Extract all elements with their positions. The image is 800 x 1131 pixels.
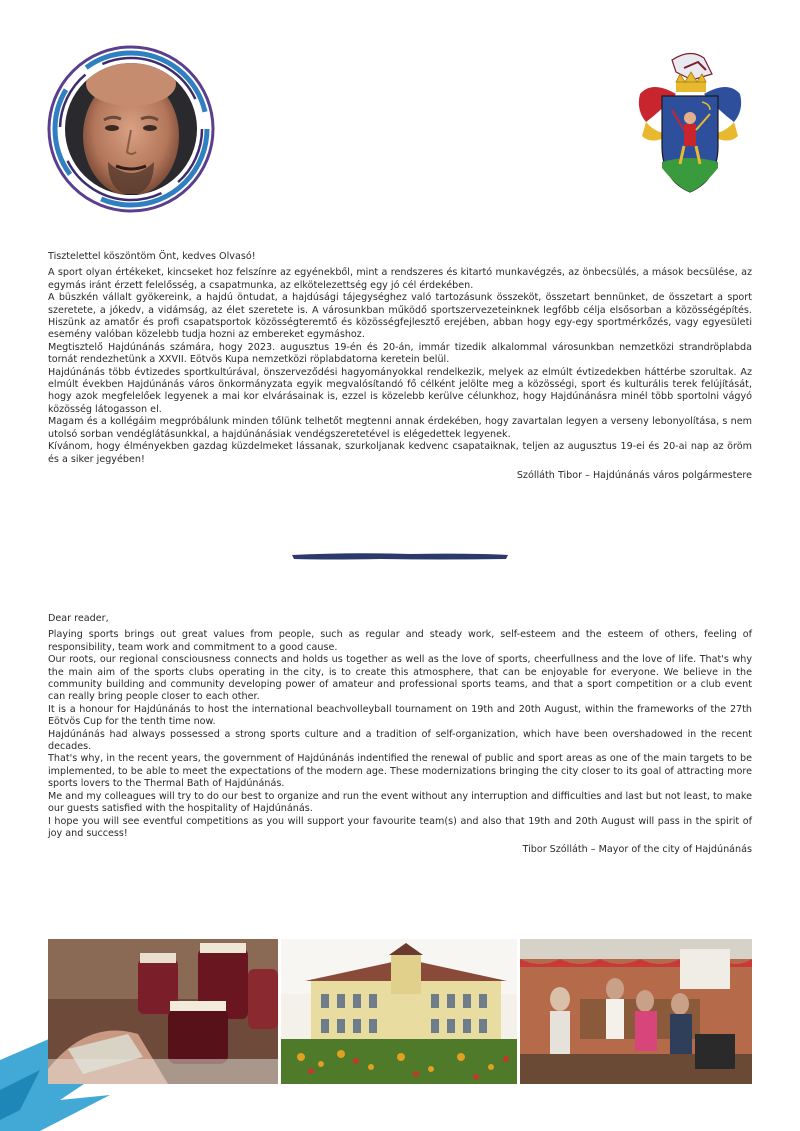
market-stall-photo [520,939,752,1084]
market-stall-image [520,939,752,1084]
hungarian-paragraph: Magam és a kollégáim megpróbálunk minden tőlünk telhetőt megtenni annak érdekében, hogy zavartalan legyen a verseny lebonyolítása, s nem utolsó sorban vendéglátásunkkal, a hajdúnánásiak vendégszeretetével is elégedettek legyenek. [48,416,752,440]
english-paragraph: Hajdúnánás had always possessed a strong sports culture and a tradition of self-organization, which have been overshadowed in the recent decades. [48,728,752,753]
hungarian-paragraph: Kívánom, hogy élményekben gazdag küzdelmeket lássanak, szurkoljanak kedvenc csapataiknak, teljen az augusztus 19-ei és 20-ai nap az öröm és a siker jegyében! [48,441,752,465]
english-paragraph: Me and my colleagues will try to do our best to organize and run the event without any interruption and difficulties and last but not least, to make our guests satisfied with the hospitality of Hajdúnánás. [48,790,752,815]
coat-of-arms [632,50,748,200]
mayor-portrait [46,44,216,214]
english-paragraph: Our roots, our regional consciousness connects and holds us together as well as the love of sports, cheerfullness and the love of life. That's why the main aim of the sports clubs operating in the city, is to create this atmosphere, that can be enjoyable for everyone. We believe in the community building and community developing power of amateur and professional sports teams, and that a sport competition or a club event can really bring people closer to each other. [48,654,752,703]
english-paragraph: I hope you will see eventful competitions as you will support your favourite team(s) and also that 19th and 20th August will pass in the spirit of joy and success! [48,815,752,839]
coat-of-arms-icon [632,50,748,200]
english-paragraph: That's why, in the recent years, the government of Hajdúnánás indentified the renewal of public and sport areas as one of the main targets to be implemented, to be able to meet the expectations of the modern age. These modernizations bringing the city closer to its goal of attracting more sports lovers to the Thermal Bath of Hajdúnánás. [48,753,752,790]
hungarian-paragraph: Megtisztelő Hajdúnánás számára, hogy 2023. augusztus 19-én és 20-án, immár tizedik alkalommal városunkban nemzetközi strandröplabda tornát rendezhetünk a XXVII. Eötvös Kupa nemzetközi röplabdatorna keretein belül. [48,341,752,366]
honey-jars-image [48,939,278,1084]
portrait-photo [46,44,216,214]
english-signature: Tibor Szólláth – Mayor of the city of Hajdúnánás [522,844,752,856]
brush-stroke-divider [290,551,510,561]
hungarian-signature: Szólláth Tibor – Hajdúnánás város polgármestere [516,469,752,481]
hungarian-letter [48,251,752,482]
town-hall-image [281,939,517,1084]
english-paragraph: Playing sports brings out great values from people, such as regular and steady work, self-esteem and the esteem of others, feeling of responsibility, team work and commitment to a good cause. [48,629,752,653]
english-greeting: Dear reader, [48,613,109,624]
hungarian-paragraph: Hajdúnánás több évtizedes sportkultúrával, önszerveződési hagyományokkal rendelkezik, melyek az elmúlt évtizedekben háttérbe szorultak. Az elmúlt években Hajdúnánás város önkormányzata egyik megvalósítandó fő célként jelölte meg a közösségi, sport és kulturális terek felújítását, hogy azok megfelelőek legyenek a mai kor elvárásainak is, ezzel is közelebb kerülve célunkhoz, hogy Hajdúnánásra minél több sportolni vágyó közösség látogasson el. [48,366,752,415]
english-paragraph: It is a honour for Hajdúnánás to host the international beachvolleyball tournament on 19th and 20th August, within the frameworks of the 27th Eötvös Cup for the tenth time now. [48,703,752,728]
hungarian-paragraph: A büszkén vállalt gyökereink, a hajdú öntudat, a hajdúsági tájegységhez való tartozásunk összeköt, összetart bennünket, de összetart a sport szeretete, a jókedv, a vidámság, az élet szeretete is. A városunkban működő sportszervezeteinknek legfőbb célja elsősorban a közösségépítés. Hiszünk az amatőr és profi csapatsportok közösségteremtő és közösségfejlesztő erejében, abban hogy egy-egy sportmérkőzés, vagy egyesületi esemény valóban közelebb tudja hozni az embereket egymáshoz. [48,292,752,341]
english-letter [48,613,752,857]
honey-jars-photo [48,939,278,1084]
hungarian-greeting: Tisztelettel köszöntöm Önt, kedves Olvasó! [48,251,256,262]
town-hall-photo [281,939,517,1084]
section-divider [290,551,510,561]
hungarian-paragraph: A sport olyan értékeket, kincseket hoz felszínre az egyénekből, mint a rendszeres és kitartó munkavégzés, az önbecsülés, a mások becsülése, az egymás iránt érzett felelősség, a csapatmunka, az elkötelezettség egy jó cél érdekében. [48,267,752,291]
photo-strip [48,939,752,1084]
